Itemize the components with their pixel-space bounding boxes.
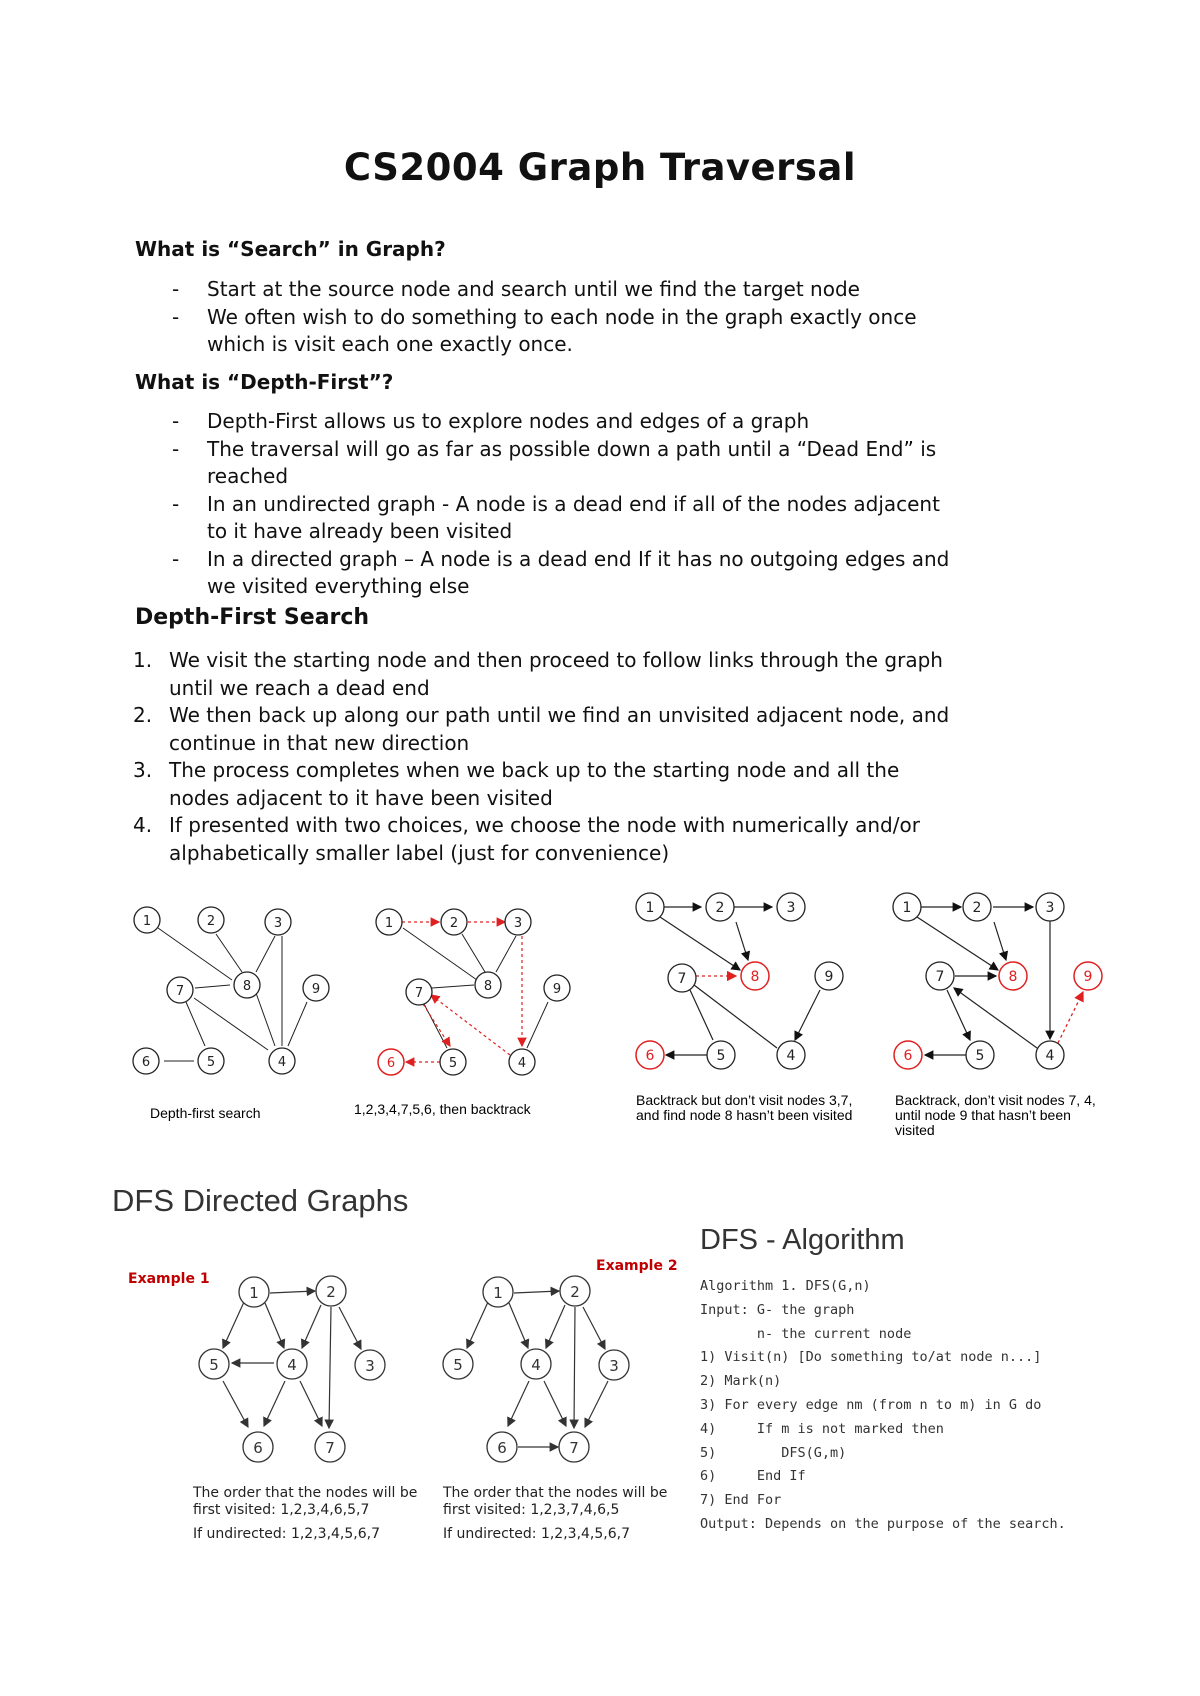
bullet-item: [135, 408, 1135, 436]
node-label: 2: [206, 914, 216, 929]
dfs-algorithm-title: DFS - Algorithm: [700, 1224, 905, 1256]
item-line: continue in that new direction: [169, 730, 470, 755]
node-label: 9: [552, 982, 562, 997]
caption-panel-4-line-2: until node 9 that hasn’t been: [895, 1107, 1071, 1123]
algorithm-line: 2) Mark(n): [700, 1373, 782, 1390]
node-label: 4: [1045, 1048, 1055, 1064]
node-label: 6: [497, 1439, 507, 1457]
bullet-item: [135, 546, 1135, 601]
node-label: 1: [249, 1284, 259, 1302]
algorithm-line: 3) For every edge nm (from n to m) in G do: [700, 1396, 1042, 1413]
node-label: 3: [609, 1357, 619, 1375]
algorithm-line: 7) End For: [700, 1492, 782, 1509]
node-label: 2: [715, 900, 725, 916]
item-line: If presented with two choices, we choose the node with numerically and/or: [169, 813, 920, 837]
node-label: 5: [975, 1048, 985, 1064]
node-label: 3: [513, 916, 523, 931]
node-label: 8: [750, 969, 760, 985]
algorithm-line: n- the current node: [700, 1325, 912, 1342]
numbered-item: [133, 647, 1133, 702]
bullet-dash: -: [172, 304, 180, 329]
item-number: 1.: [133, 648, 153, 672]
bullet-line: Depth-First allows us to explore nodes and edges of a graph: [207, 409, 810, 433]
node-label: 2: [449, 916, 459, 931]
dfs-algorithm-code: [700, 1275, 1190, 1537]
node-label: 6: [253, 1439, 263, 1457]
caption-panel-3-line-2: and find node 8 hasn’t been visited: [636, 1107, 853, 1123]
section-heading-search: What is “Search” in Graph?: [135, 237, 446, 261]
bullet-item: [135, 436, 1135, 491]
node-label: 7: [175, 984, 185, 999]
node-label: 8: [242, 979, 252, 994]
node-label: 4: [277, 1055, 287, 1070]
bullet-dash: -: [172, 491, 180, 516]
node-label: 7: [325, 1439, 335, 1457]
caption-panel-4-line-3: visited: [895, 1122, 935, 1138]
dfs-directed-graphs-title: DFS Directed Graphs: [112, 1183, 409, 1218]
bullet-dash: -: [172, 546, 180, 571]
node-label: 5: [209, 1356, 219, 1374]
item-line: We then back up along our path until we find an unvisited adjacent node, and: [169, 703, 950, 727]
bullet-dash: -: [172, 436, 180, 461]
caption-panel-4-line-1: Backtrack, don’t visit nodes 7, 4,: [895, 1092, 1096, 1108]
node-label: 7: [414, 986, 424, 1001]
depth-first-bullet-list: [135, 408, 1135, 601]
order-2-line-2: first visited: 1,2,3,7,4,6,5: [443, 1502, 620, 1518]
item-line: The process completes when we back up to the starting node and all the: [169, 758, 900, 782]
bullet-line: In a directed graph – A node is a dead end If it has no outgoing edges and: [207, 546, 950, 571]
bullet-line: We often wish to do something to each node in the graph exactly once: [207, 304, 917, 329]
node-label: 5: [716, 1048, 726, 1064]
search-bullet-list: [135, 276, 1135, 359]
section-heading-dfs: Depth-First Search: [135, 605, 370, 630]
node-label: 8: [483, 979, 493, 994]
bullet-line: to it have already been visited: [207, 519, 513, 543]
node-label: 3: [1045, 900, 1055, 916]
page-title: CS2004 Graph Traversal: [343, 146, 857, 189]
numbered-item: [133, 812, 1133, 867]
node-label: 1: [645, 900, 655, 916]
bullet-item: [135, 276, 1135, 304]
node-label: 5: [448, 1056, 458, 1071]
bullet-line: we visited everything else: [207, 574, 470, 598]
bullet-item: [135, 491, 1135, 546]
item-number: 4.: [133, 813, 153, 837]
algorithm-line: Algorithm 1. DFS(G,n): [700, 1278, 871, 1294]
node-label: 8: [1008, 969, 1018, 985]
item-line: until we reach a dead end: [169, 675, 430, 700]
node-label: 9: [824, 969, 834, 985]
bullet-line: The traversal will go as far as possible down a path until a “Dead End” is: [207, 436, 937, 461]
order-2-line-3: If undirected: 1,2,3,4,5,6,7: [443, 1526, 630, 1542]
item-number: 3.: [133, 758, 153, 782]
caption-order-backtrack: 1,2,3,4,7,5,6, then backtrack: [354, 1101, 531, 1117]
node-label: 3: [786, 900, 796, 916]
order-1-line-2: first visited: 1,2,3,4,6,5,7: [193, 1502, 370, 1518]
item-line: nodes adjacent to it have been visited: [169, 785, 553, 810]
node-label: 2: [570, 1283, 580, 1301]
bullet-line: reached: [207, 464, 289, 488]
caption-panel-3-line-1: Backtrack but don’t visit nodes 3,7,: [636, 1092, 853, 1108]
node-label: 5: [453, 1356, 463, 1374]
node-label: 1: [384, 916, 394, 931]
node-label: 9: [1083, 969, 1093, 985]
example-2-label: Example 2: [596, 1258, 678, 1274]
algorithm-line: Output: Depends on the purpose of the search.: [700, 1515, 1066, 1532]
node-label: 2: [972, 900, 982, 916]
algorithm-line: Input: G- the graph: [700, 1301, 855, 1318]
dfs-example-figure: [0, 880, 1200, 1150]
bullet-dash: -: [172, 277, 180, 301]
node-label: 3: [273, 916, 283, 931]
order-1-line-1: The order that the nodes will be: [193, 1485, 418, 1501]
item-number: 2.: [133, 703, 153, 727]
node-label: 7: [935, 969, 945, 985]
bullet-dash: -: [172, 409, 180, 433]
graph-panel-1-nodes: [133, 907, 329, 1074]
node-label: 5: [206, 1055, 216, 1070]
example-1-label: Example 1: [128, 1271, 210, 1287]
node-label: 1: [142, 914, 152, 929]
node-label: 7: [677, 971, 687, 987]
bullet-line: In an undirected graph - A node is a dead end if all of the nodes adjacent: [207, 491, 940, 516]
algorithm-line: 4) If m is not marked then: [700, 1420, 944, 1437]
node-label: 9: [311, 982, 321, 997]
bullet-line: which is visit each one exactly once.: [207, 332, 573, 356]
node-label: 2: [326, 1283, 336, 1301]
caption-depth-first-search: Depth-first search: [150, 1105, 261, 1121]
algorithm-line: 5) DFS(G,m): [700, 1444, 847, 1461]
node-label: 6: [386, 1056, 396, 1071]
item-line: alphabetically smaller label (just for convenience): [169, 840, 670, 865]
order-2-line-1: The order that the nodes will be: [443, 1485, 668, 1501]
node-label: 3: [365, 1357, 375, 1375]
numbered-item: [133, 702, 1133, 757]
bullet-item: [135, 304, 1135, 359]
node-label: 4: [786, 1048, 796, 1064]
dfs-directed-figure: [0, 1250, 690, 1550]
node-label: 6: [645, 1048, 655, 1064]
algorithm-line: 1) Visit(n) [Do something to/at node n...]: [700, 1349, 1042, 1366]
order-1-line-3: If undirected: 1,2,3,4,5,6,7: [193, 1526, 380, 1542]
node-label: 4: [531, 1356, 541, 1374]
node-label: 1: [902, 900, 912, 916]
node-label: 4: [287, 1356, 297, 1374]
bullet-line: Start at the source node and search until we find the target node: [207, 277, 860, 301]
dfs-numbered-list: [133, 647, 1133, 867]
item-line: We visit the starting node and then proceed to follow links through the graph: [169, 648, 943, 672]
node-label: 1: [493, 1284, 503, 1302]
section-heading-depth-first: What is “Depth-First”?: [135, 370, 394, 394]
node-label: 7: [569, 1439, 579, 1457]
numbered-item: [133, 757, 1133, 812]
node-label: 6: [903, 1048, 913, 1064]
node-label: 4: [517, 1056, 527, 1071]
algorithm-line: 6) End If: [700, 1468, 806, 1485]
node-label: 6: [141, 1055, 151, 1070]
